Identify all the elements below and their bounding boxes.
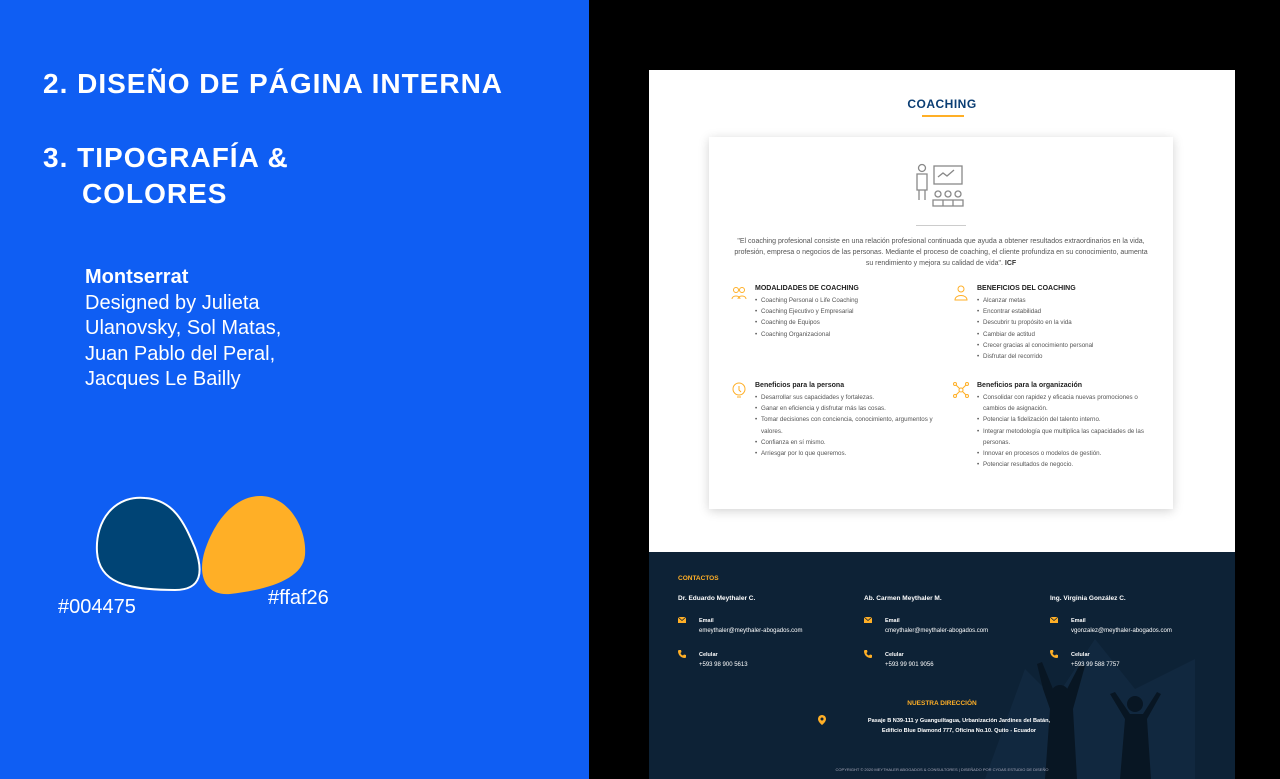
title-underline (922, 115, 964, 117)
footer (649, 552, 1235, 779)
page-title: COACHING (907, 97, 977, 111)
list-item: • Potenciar la fidelización del talento interno. (977, 414, 1147, 425)
list-item: • Confianza en sí mismo. (755, 437, 935, 448)
contact-card (864, 595, 1044, 670)
list-item: • Encontrar estabilidad (977, 306, 1167, 317)
presentation-icon (914, 162, 970, 212)
heading-typography-colors (43, 140, 289, 212)
list-item: • Coaching Personal o Life Coaching (755, 295, 945, 306)
phone-icon (864, 650, 872, 658)
font-credit-line: Designed by Julieta (85, 291, 260, 314)
list-item: • Integrar metodología que multiplica las capacidades de las personas. (977, 426, 1147, 448)
phone-label: Celular (699, 652, 718, 658)
right-panel (589, 0, 1280, 779)
section-modalidades (755, 285, 945, 340)
email-icon (678, 616, 686, 624)
address-line: Edificio Blue Diamond 777, Oficina No.10. Quito - Ecuador (881, 728, 1037, 734)
phone-link[interactable]: +593 99 588 7757 (1071, 662, 1120, 668)
content-card (709, 137, 1173, 509)
list-item: • Cambiar de actitud (977, 329, 1167, 340)
list-item: • Crecer gracias al conocimiento personal (977, 340, 1167, 351)
contact-card (678, 595, 858, 670)
phone-link[interactable]: +593 99 901 9056 (885, 662, 934, 668)
head-idea-icon (731, 382, 747, 398)
contact-email-row (1050, 616, 1230, 636)
section-beneficios-persona (755, 382, 935, 459)
list-item: • Coaching Organizacional (755, 329, 945, 340)
list-item: • Innovar en procesos o modelos de gestión. (977, 448, 1147, 459)
section-title: BENEFICIOS DEL COACHING (977, 285, 1076, 292)
font-credit-line: Juan Pablo del Peral, (85, 342, 276, 365)
color-swatch-yellow (202, 496, 305, 594)
network-icon (953, 382, 969, 398)
email-link[interactable]: vgonzalez@meythaler-abogados.com (1071, 628, 1172, 634)
email-label: Email (699, 618, 714, 624)
contact-email-row (864, 616, 1044, 636)
address-text (849, 716, 1069, 736)
contact-phone-row (678, 650, 858, 670)
section-beneficios-coaching (977, 285, 1167, 362)
phone-icon (678, 650, 686, 658)
coaching-quote (731, 236, 1151, 269)
left-panel (0, 0, 589, 779)
heading-typography-line2: COLORES (82, 178, 228, 209)
font-credit-line: Ulanovsky, Sol Matas, (85, 317, 282, 339)
list-item: • Arriesgar por lo que queremos. (755, 448, 935, 459)
copyright: COPYRIGHT © 2020 MEYTHALER ABOGADOS & CONSULTORES | DISEÑADO POR CYDAS ESTUDIO DE DISEÑO (835, 767, 1049, 772)
contact-phone-row (1050, 650, 1230, 670)
contact-name: Dr. Eduardo Meythaler C. (678, 595, 756, 602)
section-beneficios-organizacion (977, 382, 1147, 470)
location-pin-icon (818, 715, 826, 725)
section-title: Beneficios para la organización (977, 382, 1083, 389)
list-item: • Coaching Ejecutivo y Empresarial (755, 306, 945, 317)
list-item: • Tomar decisiones con conciencia, conocimiento, argumentos y valores. (755, 414, 935, 436)
contact-email-row (678, 616, 858, 636)
email-label: Email (885, 618, 900, 624)
list-item: • Disfrutar del recorrido (977, 351, 1167, 362)
list-item: • Consolidar con rapidez y eficacia nuevas promociones o cambios de asignación. (977, 392, 1147, 414)
list-item: • Desarrollar sus capacidades y fortalezas. (755, 392, 935, 403)
contact-card (1050, 595, 1230, 670)
list-item: • Descubrir tu propósito en la vida (977, 317, 1167, 328)
font-name: Montserrat (85, 266, 189, 288)
list-item: • Alcanzar metas (977, 295, 1167, 306)
phone-icon (1050, 650, 1058, 658)
color-code-yellow: #ffaf26 (268, 587, 329, 609)
phone-label: Celular (885, 652, 904, 658)
quote-text: "El coaching profesional consiste en una relación profesional continuada que ayuda a obtener resultados extraordinarios en la vida, profesión, empresa o negocios de las personas. Mediante el proceso de coaching, el cliente profundiza en su conocimiento, aumenta su rendimiento y mejora su calidad de vida". (734, 238, 1148, 267)
section-title: MODALIDADES DE COACHING (755, 285, 859, 292)
contact-name: Ab. Carmen Meythaler M. (864, 595, 942, 602)
address-title: NUESTRA DIRECCIÓN (907, 700, 977, 707)
email-icon (1050, 616, 1058, 624)
email-label: Email (1071, 618, 1086, 624)
list-item: • Ganar en eficiencia y disfrutar más las cosas. (755, 403, 935, 414)
email-icon (864, 616, 872, 624)
list-item: • Potenciar resultados de negocio. (977, 459, 1147, 470)
font-info (85, 265, 281, 393)
heading-typography-line1: 3. TIPOGRAFÍA & (43, 142, 289, 173)
heading-page-design: 2. DISEÑO DE PÁGINA INTERNA (43, 68, 504, 99)
email-link[interactable]: emeythaler@meythaler-abogados.com (699, 628, 803, 634)
card-divider (916, 225, 966, 226)
color-swatch-navy (97, 498, 200, 590)
quote-source: ICF (1004, 260, 1017, 267)
contacts-title: CONTACTOS (678, 575, 719, 582)
color-code-navy: #004475 (58, 596, 136, 618)
phone-label: Celular (1071, 652, 1090, 658)
contact-phone-row (864, 650, 1044, 670)
email-link[interactable]: cmeythaler@meythaler-abogados.com (885, 628, 989, 634)
people-group-icon (731, 285, 747, 301)
list-item: • Coaching de Equipos (755, 317, 945, 328)
address-line: Pasaje B N39-111 y Guanguiltagua, Urbanización Jardines del Batán, (867, 718, 1051, 724)
person-icon (953, 285, 969, 301)
contact-name: Ing. Virginia González C. (1050, 595, 1126, 602)
font-credit-line: Jacques Le Bailly (85, 368, 241, 390)
phone-link[interactable]: +593 98 900 5613 (699, 662, 748, 668)
section-title: Beneficios para la persona (755, 382, 845, 389)
page-preview (649, 70, 1235, 779)
